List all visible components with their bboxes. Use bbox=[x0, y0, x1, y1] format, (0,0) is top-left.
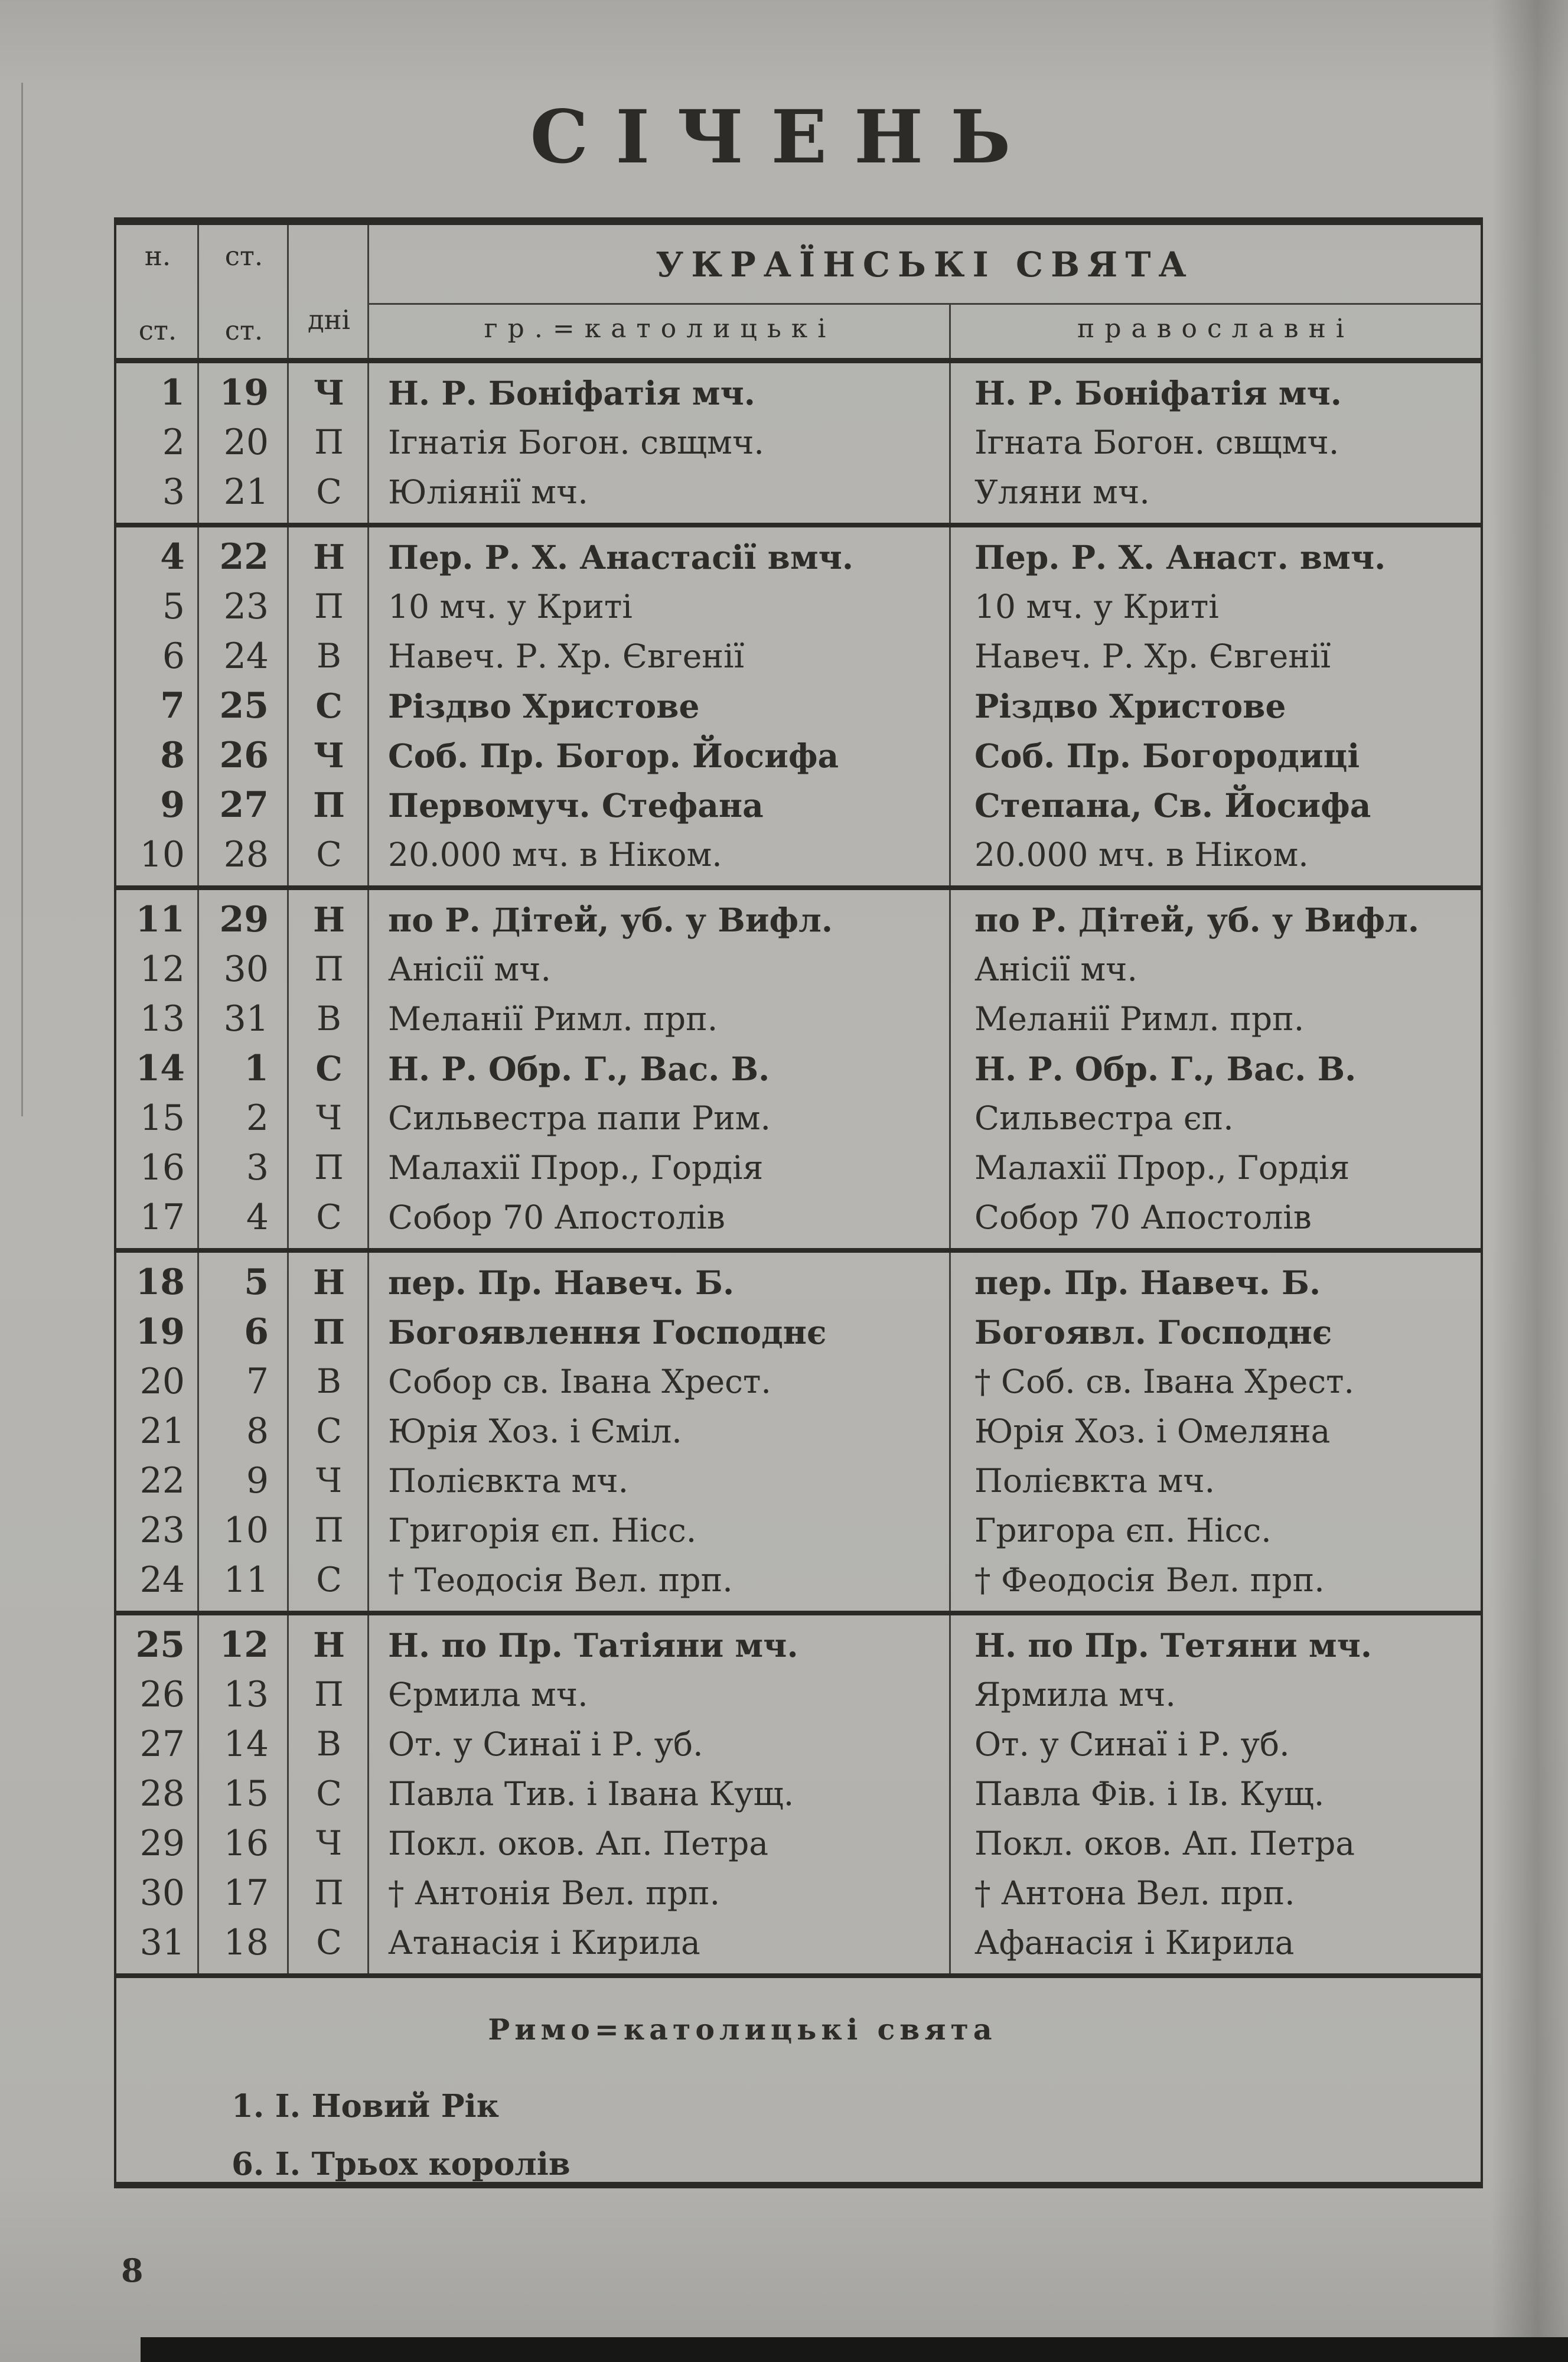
roman-catholic-section bbox=[116, 1978, 1481, 2182]
cell-orthodox-feast: Богоявл. Господнє bbox=[974, 1312, 1332, 1351]
table-row bbox=[116, 1769, 1481, 1819]
cell-day-letter: С bbox=[316, 1923, 342, 1962]
table-row bbox=[116, 1093, 1481, 1143]
table-row bbox=[116, 731, 1481, 780]
cell-orthodox-feast: 20.000 мч. в Ніком. bbox=[974, 836, 1309, 874]
cell-old-style-date: 7 bbox=[246, 1361, 269, 1402]
cell-day-letter: С bbox=[316, 473, 342, 512]
cell-new-style-date: 9 bbox=[160, 784, 185, 826]
table-row bbox=[116, 1506, 1481, 1555]
table-row bbox=[116, 467, 1481, 517]
cell-greek-catholic-feast: 20.000 мч. в Ніком. bbox=[388, 836, 722, 874]
cell-orthodox-feast: Покл. оков. Ап. Петра bbox=[974, 1825, 1355, 1862]
week-group bbox=[116, 890, 1481, 1248]
cell-day-letter: В bbox=[317, 637, 341, 676]
roman-catholic-list bbox=[116, 2077, 1481, 2193]
cell-orthodox-feast: От. у Синаї і Р. уб. bbox=[974, 1725, 1290, 1763]
cell-orthodox-feast: Меланії Римл. прп. bbox=[974, 1000, 1305, 1038]
cell-day-letter: В bbox=[317, 999, 341, 1038]
cell-orthodox-feast: Навеч. Р. Хр. Євгенії bbox=[974, 637, 1331, 675]
group-separator bbox=[116, 1611, 1481, 1615]
cell-day-letter: С bbox=[316, 835, 342, 874]
cell-greek-catholic-feast: Пер. Р. Х. Анастасії вмч. bbox=[388, 537, 854, 576]
cell-new-style-date: 16 bbox=[139, 1147, 185, 1188]
table-row bbox=[116, 1719, 1481, 1769]
cell-old-style-date: 8 bbox=[246, 1410, 269, 1452]
table-row bbox=[116, 418, 1481, 467]
cell-old-style-date: 22 bbox=[219, 536, 269, 578]
cell-day-letter: Ч bbox=[315, 1824, 343, 1863]
cell-new-style-date: 29 bbox=[139, 1823, 185, 1864]
group-separator bbox=[116, 885, 1481, 890]
roman-catholic-title: Римо=католицькі свята bbox=[488, 2012, 997, 2047]
cell-orthodox-feast: † Антона Вел. прп. bbox=[974, 1874, 1295, 1912]
cell-new-style-date: 14 bbox=[135, 1048, 185, 1089]
cell-day-letter: Н bbox=[313, 900, 345, 940]
cell-new-style-date: 23 bbox=[139, 1510, 185, 1551]
cell-old-style-date: 10 bbox=[223, 1510, 269, 1551]
cell-greek-catholic-feast: От. у Синаї і Р. уб. bbox=[388, 1725, 703, 1763]
group-separator bbox=[116, 523, 1481, 527]
cell-greek-catholic-feast: Соб. Пр. Богор. Йосифа bbox=[388, 736, 839, 775]
table-row bbox=[116, 944, 1481, 994]
cell-new-style-date: 22 bbox=[139, 1460, 185, 1501]
cell-day-letter: В bbox=[317, 1725, 341, 1764]
cell-orthodox-feast: Полієвкта мч. bbox=[974, 1462, 1215, 1500]
group-separator bbox=[116, 1248, 1481, 1253]
cell-new-style-date: 8 bbox=[160, 735, 185, 776]
cell-old-style-date: 1 bbox=[244, 1048, 269, 1089]
cell-old-style-date: 3 bbox=[246, 1147, 269, 1188]
header-divider bbox=[197, 225, 199, 358]
scan-bottom-edge bbox=[141, 2337, 1568, 2362]
table-row bbox=[116, 1620, 1481, 1670]
cell-new-style-date: 21 bbox=[139, 1410, 185, 1452]
cell-old-style-date: 23 bbox=[223, 586, 269, 627]
table-row bbox=[116, 681, 1481, 731]
cell-greek-catholic-feast: Собор 70 Апостолів bbox=[388, 1198, 725, 1236]
table-row bbox=[116, 1868, 1481, 1918]
cell-new-style-date: 4 bbox=[160, 536, 185, 578]
cell-day-letter: В bbox=[317, 1362, 341, 1401]
table-row bbox=[116, 994, 1481, 1044]
cell-orthodox-feast: Пер. Р. Х. Анаст. вмч. bbox=[974, 537, 1386, 576]
cell-day-letter: П bbox=[314, 1148, 344, 1187]
cell-greek-catholic-feast: Різдво Христове bbox=[388, 686, 700, 725]
cell-orthodox-feast: Уляни мч. bbox=[974, 473, 1150, 511]
cell-new-style-date: 30 bbox=[139, 1872, 185, 1914]
cell-orthodox-feast: Павла Фів. і Ів. Кущ. bbox=[974, 1775, 1325, 1813]
table-row bbox=[116, 368, 1481, 418]
cell-new-style-date: 26 bbox=[139, 1674, 185, 1715]
header-greek-catholic: гр.=католицькі bbox=[484, 314, 836, 344]
header-new-style bbox=[116, 225, 199, 358]
cell-new-style-date: 17 bbox=[139, 1197, 185, 1238]
cell-new-style-date: 10 bbox=[139, 834, 185, 875]
cell-greek-catholic-feast: Сильвестра папи Рим. bbox=[388, 1099, 771, 1137]
cell-greek-catholic-feast: Н. по Пр. Татіяни мч. bbox=[388, 1625, 798, 1664]
cell-new-style-date: 13 bbox=[139, 998, 185, 1040]
week-group bbox=[116, 1253, 1481, 1611]
cell-orthodox-feast: Афанасія і Кирила bbox=[974, 1924, 1295, 1962]
header-days bbox=[289, 225, 369, 358]
cell-old-style-date: 6 bbox=[244, 1311, 269, 1353]
cell-day-letter: С bbox=[316, 1412, 342, 1451]
header-thin-rule bbox=[369, 303, 1481, 305]
cell-orthodox-feast: † Феодосія Вел. прп. bbox=[974, 1561, 1325, 1599]
table-row bbox=[116, 1819, 1481, 1868]
cell-greek-catholic-feast: Полієвкта мч. bbox=[388, 1462, 629, 1500]
cell-day-letter: П bbox=[314, 1675, 344, 1714]
table-row bbox=[116, 1456, 1481, 1506]
page-number: 8 bbox=[121, 2252, 144, 2289]
cell-day-letter: П bbox=[313, 1312, 345, 1352]
cell-new-style-date: 12 bbox=[139, 949, 185, 990]
cell-greek-catholic-feast: Н. Р. Обр. Г., Вас. В. bbox=[388, 1049, 770, 1088]
gutter-line bbox=[21, 83, 23, 1116]
cell-old-style-date: 19 bbox=[219, 372, 269, 413]
cell-greek-catholic-feast: Юрія Хоз. і Єміл. bbox=[388, 1412, 682, 1450]
cell-old-style-date: 18 bbox=[223, 1922, 269, 1963]
cell-old-style-date: 15 bbox=[223, 1773, 269, 1814]
cell-orthodox-feast: пер. Пр. Навеч. Б. bbox=[974, 1263, 1321, 1302]
table-row bbox=[116, 1044, 1481, 1093]
roman-catholic-item: 1. І. Новий Рік bbox=[232, 2088, 500, 2125]
cell-day-letter: С bbox=[315, 686, 343, 726]
table-row bbox=[116, 1555, 1481, 1605]
table-row bbox=[116, 532, 1481, 582]
cell-greek-catholic-feast: Покл. оков. Ап. Петра bbox=[388, 1825, 769, 1862]
cell-old-style-date: 26 bbox=[219, 735, 269, 776]
cell-greek-catholic-feast: Первомуч. Стефана bbox=[388, 786, 764, 825]
cell-orthodox-feast: Анісії мч. bbox=[974, 950, 1137, 988]
cell-greek-catholic-feast: Н. Р. Боніфатія мч. bbox=[388, 373, 755, 412]
cell-orthodox-feast: † Соб. св. Івана Хрест. bbox=[974, 1363, 1355, 1400]
page-edge-shadow bbox=[1491, 0, 1568, 2362]
cell-greek-catholic-feast: Анісії мч. bbox=[388, 950, 551, 988]
cell-greek-catholic-feast: Навеч. Р. Хр. Євгенії bbox=[388, 637, 745, 675]
cell-day-letter: Ч bbox=[313, 735, 345, 776]
header-holidays-subrow bbox=[369, 304, 1481, 358]
header-new-style-bottom: ст. bbox=[138, 315, 177, 346]
cell-new-style-date: 18 bbox=[135, 1262, 185, 1303]
cell-old-style-date: 17 bbox=[223, 1872, 269, 1914]
cell-orthodox-feast: Ярмила мч. bbox=[974, 1676, 1176, 1713]
cell-greek-catholic-feast: Григорія єп. Нісс. bbox=[388, 1511, 697, 1549]
header-orthodox: православні bbox=[1077, 314, 1354, 344]
cell-new-style-date: 20 bbox=[139, 1361, 185, 1402]
cell-new-style-date: 5 bbox=[162, 586, 185, 627]
header-old-style bbox=[199, 225, 289, 358]
cell-day-letter: П bbox=[314, 1874, 344, 1913]
cell-greek-catholic-feast: Єрмила мч. bbox=[388, 1676, 588, 1713]
cell-day-letter: Ч bbox=[315, 1461, 343, 1500]
header-holidays bbox=[369, 225, 1481, 358]
cell-day-letter: С bbox=[316, 1560, 342, 1599]
header-divider bbox=[367, 225, 369, 358]
cell-old-style-date: 14 bbox=[223, 1724, 269, 1765]
table-row bbox=[116, 1257, 1481, 1307]
cell-new-style-date: 7 bbox=[160, 685, 185, 726]
cell-orthodox-feast: Малахії Прор., Гордія bbox=[974, 1149, 1350, 1187]
cell-new-style-date: 2 bbox=[162, 422, 185, 463]
cell-day-letter: Ч bbox=[313, 373, 345, 413]
cell-orthodox-feast: Н. Р. Боніфатія мч. bbox=[974, 373, 1342, 412]
header-holidays-title: УКРАЇНСЬКІ СВЯТА bbox=[656, 245, 1194, 285]
cell-old-style-date: 20 bbox=[223, 422, 269, 463]
cell-greek-catholic-feast: по Р. Дітей, уб. у Вифл. bbox=[388, 900, 833, 939]
cell-day-letter: Н bbox=[313, 537, 345, 577]
cell-greek-catholic-feast: Атанасія і Кирила bbox=[388, 1924, 700, 1962]
cell-greek-catholic-feast: † Антонія Вел. прп. bbox=[388, 1874, 721, 1912]
week-group bbox=[116, 1615, 1481, 1973]
cell-day-letter: С bbox=[316, 1774, 342, 1813]
table-row bbox=[116, 631, 1481, 681]
cell-old-style-date: 2 bbox=[246, 1097, 269, 1139]
cell-orthodox-feast: Собор 70 Апостолів bbox=[974, 1198, 1312, 1236]
cell-greek-catholic-feast: † Теодосія Вел. прп. bbox=[388, 1561, 733, 1599]
table-row bbox=[116, 830, 1481, 879]
cell-old-style-date: 9 bbox=[246, 1460, 269, 1501]
cell-old-style-date: 31 bbox=[223, 998, 269, 1040]
cell-day-letter: Н bbox=[313, 1625, 345, 1665]
table-row bbox=[116, 1670, 1481, 1719]
cell-new-style-date: 15 bbox=[139, 1097, 185, 1139]
cell-orthodox-feast: Ігната Богон. свщмч. bbox=[974, 423, 1339, 461]
week-group bbox=[116, 363, 1481, 523]
cell-old-style-date: 30 bbox=[223, 949, 269, 990]
table-row bbox=[116, 780, 1481, 830]
page-title: СІЧЕНЬ bbox=[530, 95, 1038, 180]
cell-orthodox-feast: Н. по Пр. Тетяни мч. bbox=[974, 1625, 1373, 1664]
table-row bbox=[116, 1918, 1481, 1967]
cell-day-letter: Н bbox=[313, 1262, 345, 1302]
table-row bbox=[116, 1193, 1481, 1242]
cell-old-style-date: 5 bbox=[244, 1262, 269, 1303]
cell-day-letter: С bbox=[315, 1048, 343, 1089]
cell-greek-catholic-feast: 10 мч. у Криті bbox=[388, 588, 633, 625]
cell-old-style-date: 12 bbox=[219, 1624, 269, 1666]
cell-old-style-date: 4 bbox=[246, 1197, 269, 1238]
cell-new-style-date: 28 bbox=[139, 1773, 185, 1814]
group-separator bbox=[116, 1973, 1481, 1978]
calendar-table bbox=[114, 217, 1483, 2188]
cell-old-style-date: 28 bbox=[223, 834, 269, 875]
cell-new-style-date: 19 bbox=[135, 1311, 185, 1353]
cell-greek-catholic-feast: Богоявлення Господнє bbox=[388, 1312, 827, 1351]
cell-greek-catholic-feast: Юліянії мч. bbox=[388, 473, 588, 511]
cell-orthodox-feast: по Р. Дітей, уб. у Вифл. bbox=[974, 900, 1420, 939]
cell-orthodox-feast: Різдво Христове bbox=[974, 686, 1286, 725]
cell-old-style-date: 16 bbox=[223, 1823, 269, 1864]
cell-new-style-date: 24 bbox=[139, 1559, 185, 1601]
cell-orthodox-feast: 10 мч. у Криті bbox=[974, 588, 1219, 625]
cell-day-letter: П bbox=[314, 1511, 344, 1550]
cell-greek-catholic-feast: Ігнатія Богон. свщмч. bbox=[388, 423, 764, 461]
cell-orthodox-feast: Соб. Пр. Богородиці bbox=[974, 736, 1360, 775]
cell-new-style-date: 25 bbox=[135, 1624, 185, 1666]
roman-catholic-item: 6. І. Трьох королів bbox=[232, 2146, 571, 2182]
cell-orthodox-feast: Н. Р. Обр. Г., Вас. В. bbox=[974, 1049, 1357, 1088]
cell-greek-catholic-feast: Малахії Прор., Гордія bbox=[388, 1149, 764, 1187]
table-header bbox=[116, 225, 1481, 358]
cell-greek-catholic-feast: пер. Пр. Навеч. Б. bbox=[388, 1263, 735, 1302]
header-new-style-top: н. bbox=[144, 240, 171, 272]
cell-orthodox-feast: Степана, Св. Йосифа bbox=[974, 786, 1371, 825]
cell-day-letter: П bbox=[314, 587, 344, 626]
cell-new-style-date: 31 bbox=[139, 1922, 185, 1963]
table-row bbox=[116, 582, 1481, 631]
cell-greek-catholic-feast: Собор св. Івана Хрест. bbox=[388, 1363, 771, 1400]
table-row bbox=[116, 1357, 1481, 1406]
cell-orthodox-feast: Григора єп. Нісс. bbox=[974, 1511, 1272, 1549]
table-row bbox=[116, 1406, 1481, 1456]
cell-day-letter: Ч bbox=[315, 1099, 343, 1138]
cell-orthodox-feast: Сильвестра єп. bbox=[974, 1099, 1234, 1137]
cell-new-style-date: 3 bbox=[162, 471, 185, 513]
cell-old-style-date: 11 bbox=[223, 1559, 269, 1601]
cell-old-style-date: 21 bbox=[223, 471, 269, 513]
cell-old-style-date: 13 bbox=[223, 1674, 269, 1715]
table-body bbox=[116, 363, 1481, 1973]
cell-new-style-date: 27 bbox=[139, 1724, 185, 1765]
header-old-style-bottom: ст. bbox=[224, 315, 263, 346]
cell-day-letter: С bbox=[316, 1198, 342, 1237]
table-row bbox=[116, 895, 1481, 944]
cell-day-letter: П bbox=[313, 785, 345, 825]
table-row bbox=[116, 1307, 1481, 1357]
cell-orthodox-feast: Юрія Хоз. і Омеляна bbox=[974, 1412, 1331, 1450]
header-old-style-top: ст. bbox=[224, 240, 263, 272]
header-divider bbox=[949, 305, 951, 358]
week-group bbox=[116, 527, 1481, 885]
cell-day-letter: П bbox=[314, 950, 344, 989]
header-divider bbox=[287, 225, 289, 358]
cell-new-style-date: 1 bbox=[160, 372, 185, 413]
table-row bbox=[116, 1143, 1481, 1193]
cell-old-style-date: 29 bbox=[219, 899, 269, 940]
cell-new-style-date: 6 bbox=[162, 636, 185, 677]
cell-day-letter: П bbox=[314, 423, 344, 462]
header-separator bbox=[116, 358, 1481, 363]
cell-old-style-date: 27 bbox=[219, 784, 269, 826]
cell-old-style-date: 25 bbox=[219, 685, 269, 726]
cell-new-style-date: 11 bbox=[135, 899, 185, 940]
cell-old-style-date: 24 bbox=[223, 636, 269, 677]
header-days-label: дні bbox=[307, 304, 351, 335]
cell-greek-catholic-feast: Павла Тив. і Івана Кущ. bbox=[388, 1775, 794, 1813]
cell-greek-catholic-feast: Меланії Римл. прп. bbox=[388, 1000, 718, 1038]
